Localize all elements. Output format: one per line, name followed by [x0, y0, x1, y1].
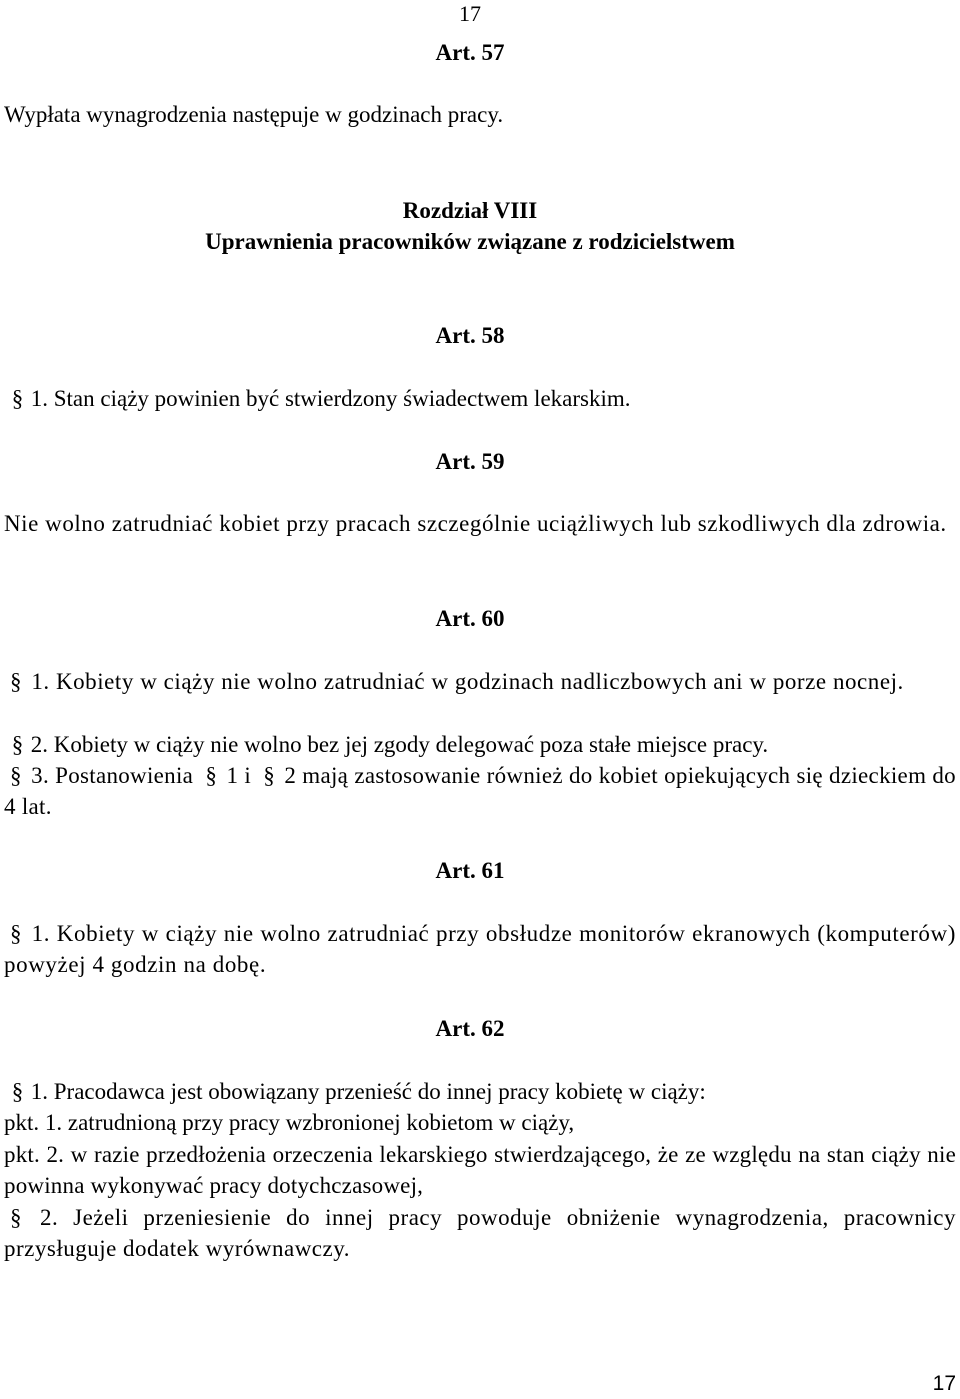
art62-paragraph-1 [4, 1076, 956, 1107]
section-symbol: § [205, 763, 218, 788]
art60-paragraph-3 [4, 760, 956, 822]
art60-p3-text-a: 3. Postanowienia [31, 763, 194, 788]
art57-heading: Art. 57 [435, 40, 505, 65]
section-symbol: § [11, 1079, 24, 1104]
art59-heading: Art. 59 [435, 449, 505, 474]
art61-paragraph-1 [4, 918, 956, 980]
section-symbol: § [10, 669, 23, 694]
art58-paragraph-1 [4, 383, 956, 414]
art61-p1-text: 1. Kobiety w ciąży nie wolno zatrudniać przy obsłudze monitorów ekranowych (komputerów) powyżej 4 godzin na dobę. [4, 921, 956, 977]
section-symbol: § [10, 921, 23, 946]
art62-paragraph-2 [4, 1202, 956, 1264]
art60-paragraph-1 [4, 666, 956, 697]
art60-p2-text: 2. Kobiety w ciąży nie wolno bez jej zgody delegować poza stałe miejsce pracy. [30, 732, 769, 757]
art58-p1-text: 1. Stan ciąży powinien być stwierdzony świadectwem lekarskim. [30, 386, 631, 411]
art58-heading: Art. 58 [435, 323, 505, 348]
art61-heading: Art. 61 [435, 858, 505, 883]
section-symbol: § [10, 763, 22, 788]
art57-text: Wypłata wynagrodzenia następuje w godzinach pracy. [4, 102, 504, 127]
art60-p3-text-b: 1 i [226, 763, 252, 788]
art59-text: Nie wolno zatrudniać kobiet przy pracach szczególnie uciążliwych lub szkodliwych dla zdrowia. [4, 511, 947, 536]
section-symbol: § [11, 732, 24, 757]
art60-p3-text-c: 2 mają zastosowanie również do kobiet opiekujących się dzieckiem do 4 lat. [4, 763, 956, 819]
art62-p2-text: 2. Jeżeli przeniesienie do innej pracy powoduje obniżenie wynagrodzenia, pracownicy przysługuje dodatek wyrównawczy. [4, 1205, 956, 1261]
page-number-bottom: 17 [932, 1372, 956, 1395]
art62-point-1: pkt. 1. zatrudnioną przy pracy wzbronionej kobietom w ciąży, [4, 1110, 575, 1135]
art62-heading: Art. 62 [435, 1016, 505, 1041]
chapter-subtitle: Uprawnienia pracowników związane z rodzicielstwem [205, 229, 735, 254]
page-number-top: 17 [459, 1, 481, 26]
section-symbol: § [10, 1205, 22, 1230]
art62-p1-text: 1. Pracodawca jest obowiązany przenieść do innej pracy kobietę w ciąży: [30, 1079, 706, 1104]
chapter-title: Rozdział VIII [402, 198, 538, 223]
art60-p1-text: 1. Kobiety w ciąży nie wolno zatrudniać w godzinach nadliczbowych ani w porze nocnej. [31, 669, 904, 694]
section-symbol: § [11, 386, 24, 411]
section-symbol: § [263, 763, 276, 788]
art62-point-2: pkt. 2. w razie przedłożenia orzeczenia lekarskiego stwierdzającego, że ze względu na stan ciąży nie powinna wykonywać pracy dotychczasowej, [4, 1142, 956, 1198]
art60-heading: Art. 60 [435, 606, 505, 631]
art60-paragraph-2 [4, 729, 956, 760]
